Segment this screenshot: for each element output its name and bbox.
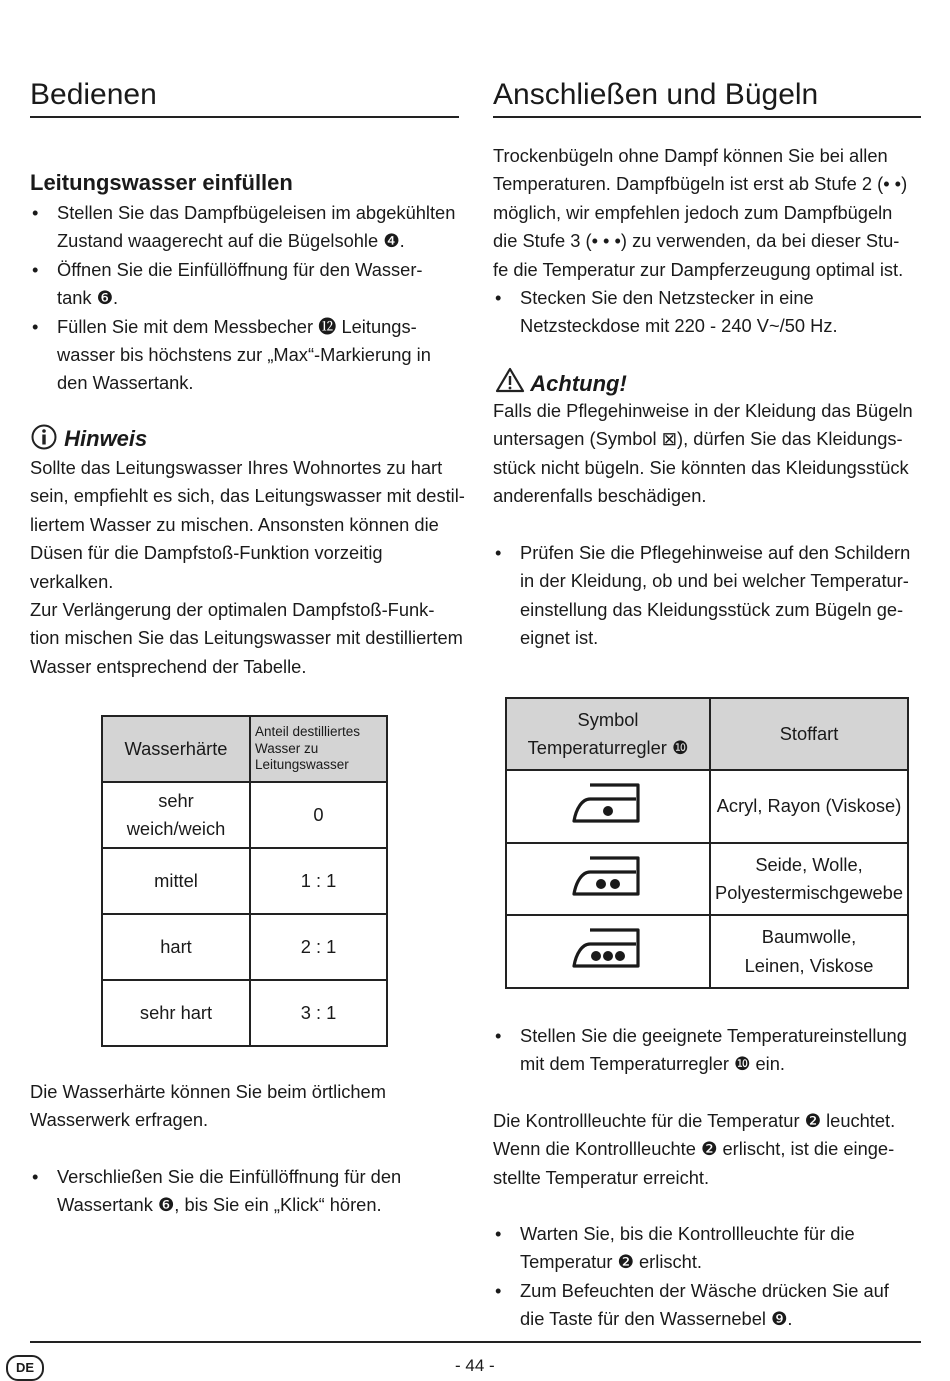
iron-1-dot-icon bbox=[506, 770, 710, 843]
text-line: Die Wasserhärte können Sie beim örtlichem bbox=[30, 1081, 386, 1102]
bullet-item bbox=[30, 1163, 401, 1220]
bullet-item bbox=[493, 539, 910, 653]
text-line: die Taste für den Wassernebel ❾. bbox=[520, 1308, 793, 1330]
text-line: wasser bis höchstens zur „Max“-Markierung in bbox=[57, 344, 431, 366]
temperature-table bbox=[505, 697, 909, 989]
text-line: Die Kontrollleuchte für die Temperatur ❷ leuchtet. bbox=[493, 1110, 896, 1131]
header-cell: Symbol Temperaturregler ❿ bbox=[506, 698, 710, 770]
bullet-icon: • bbox=[495, 1223, 502, 1244]
text-line: Trockenbügeln ohne Dampf können Sie bei allen bbox=[493, 145, 888, 166]
text-line: untersagen (Symbol ⊠), dürfen Sie das Kleidungs- bbox=[493, 428, 903, 450]
table-cell: mittel bbox=[102, 848, 250, 914]
text-line: Prüfen Sie die Pflegehinweise auf den Schildern bbox=[520, 542, 911, 563]
text-line: Öffnen Sie die Einfüllöffnung für den Wasser- bbox=[57, 258, 423, 280]
bullet-icon: • bbox=[32, 1166, 39, 1187]
text-line: tion mischen Sie das Leitungswasser mit destilliertem bbox=[30, 627, 463, 649]
header-cell: Anteil destilliertes Wasser zu Leitungswasser bbox=[250, 716, 387, 782]
indicator-text bbox=[493, 1107, 895, 1192]
text-line: Stellen Sie das Dampfbügeleisen im abgekühlten bbox=[57, 202, 456, 223]
text-line: stück nicht bügeln. Sie könnten das Kleidungsstück bbox=[493, 456, 909, 478]
bullet-item bbox=[493, 1022, 907, 1079]
text-line: die Stufe 3 (• • •) zu verwenden, da bei dieser Stu- bbox=[493, 230, 900, 252]
text-line: Wenn die Kontrollleuchte ❷ erlischt, ist die einge- bbox=[493, 1138, 895, 1160]
water-hardness-table bbox=[101, 715, 388, 1047]
text-line: Warten Sie, bis die Kontrollleuchte für die bbox=[520, 1223, 855, 1244]
text-line: in der Kleidung, ob und bei welcher Temperatur- bbox=[520, 570, 909, 592]
bullet-list bbox=[493, 1022, 907, 1079]
text-line: Stellen Sie die geeignete Temperatureinstellung bbox=[520, 1025, 907, 1046]
bullet-list bbox=[493, 1220, 889, 1334]
bullet-item bbox=[493, 1220, 889, 1277]
table-row bbox=[506, 843, 908, 915]
table-cell: 3 : 1 bbox=[250, 980, 387, 1046]
warning-title: Achtung! bbox=[530, 371, 627, 396]
text-line: Temperaturen. Dampfbügeln ist erst ab Stufe 2 (• •) bbox=[493, 173, 908, 195]
bullet-item bbox=[30, 313, 455, 398]
bullet-icon: • bbox=[495, 542, 502, 563]
text-line: Sollte das Leitungswasser Ihres Wohnortes zu hart bbox=[30, 457, 443, 478]
text-line: Zur Verlängerung der optimalen Dampfstoß-Funk- bbox=[30, 599, 435, 621]
language-badge: DE bbox=[6, 1355, 44, 1381]
text-line: möglich, wir empfehlen jedoch zum Dampfbügeln bbox=[493, 201, 893, 223]
text-line: liertem Wasser zu mischen. Ansonsten können die bbox=[30, 513, 439, 535]
text-line: sein, empfiehlt es sich, das Leitungswasser mit destil- bbox=[30, 485, 465, 507]
text-line: verkalken. bbox=[30, 570, 114, 592]
text-line: den Wassertank. bbox=[57, 372, 194, 394]
text-line: Wasser entsprechend der Tabelle. bbox=[30, 655, 307, 677]
warning-heading bbox=[495, 367, 627, 398]
text-line: mit dem Temperaturregler ❿ ein. bbox=[520, 1053, 785, 1075]
bullet-item bbox=[30, 256, 455, 313]
bullet-icon: • bbox=[32, 315, 39, 337]
bullet-icon: • bbox=[32, 258, 39, 280]
text-line: Verschließen Sie die Einfüllöffnung für den bbox=[57, 1166, 402, 1187]
table-cell: Acryl, Rayon (Viskose) bbox=[710, 770, 908, 843]
hint-heading bbox=[30, 423, 147, 453]
text-line: Zustand waagerecht auf die Bügelsohle ❹. bbox=[57, 230, 405, 252]
header-cell: Wasserhärte bbox=[102, 716, 250, 782]
text-line: Düsen für die Dampfstoß-Funktion vorzeitig bbox=[30, 542, 383, 564]
warning-text bbox=[493, 397, 913, 511]
bullet-item bbox=[493, 1277, 889, 1334]
bullet-icon: • bbox=[495, 1279, 502, 1301]
title-divider bbox=[30, 116, 459, 118]
text-line: Zum Befeuchten der Wäsche drücken Sie auf bbox=[520, 1279, 889, 1301]
text-line: Netzsteckdose mit 220 - 240 V~/50 Hz. bbox=[520, 315, 838, 337]
hint-text bbox=[30, 454, 465, 681]
title-divider bbox=[493, 116, 921, 118]
iron-2-dots-icon bbox=[506, 843, 710, 915]
bullet-list bbox=[493, 284, 838, 341]
text-line: Stecken Sie den Netzstecker in eine bbox=[520, 287, 814, 308]
table-row bbox=[102, 782, 387, 848]
table-cell: 1 : 1 bbox=[250, 848, 387, 914]
text-line: Temperatur ❷ erlischt. bbox=[520, 1251, 702, 1273]
table-cell: Baumwolle, Leinen, Viskose bbox=[710, 915, 908, 988]
footer-divider bbox=[30, 1341, 921, 1343]
info-icon bbox=[30, 423, 58, 451]
bullet-list bbox=[30, 1163, 401, 1220]
text-line: anderenfalls beschädigen. bbox=[493, 485, 707, 507]
text-line: fe die Temperatur zur Dampferzeugung optimal ist. bbox=[493, 258, 904, 280]
bullet-list bbox=[30, 199, 455, 398]
table-row bbox=[102, 914, 387, 980]
warning-icon bbox=[495, 367, 525, 393]
intro-text bbox=[493, 142, 907, 284]
bullet-icon: • bbox=[495, 287, 502, 308]
hardness-note bbox=[30, 1078, 386, 1135]
text-line: tank ❻. bbox=[57, 287, 119, 309]
header-cell: Stoffart bbox=[710, 698, 908, 770]
bullet-icon: • bbox=[32, 202, 39, 223]
table-cell: hart bbox=[102, 914, 250, 980]
bullet-list bbox=[493, 539, 910, 653]
table-cell: sehr hart bbox=[102, 980, 250, 1046]
page-number: - 44 - bbox=[455, 1356, 495, 1375]
bullet-item bbox=[30, 199, 455, 256]
text-line: stellte Temperatur erreicht. bbox=[493, 1166, 710, 1188]
right-page-title: Anschließen und Bügeln bbox=[493, 78, 819, 111]
table-cell: Seide, Wolle, Polyestermischgewebe bbox=[710, 843, 908, 915]
table-row bbox=[102, 848, 387, 914]
table-row bbox=[102, 980, 387, 1046]
text-line: einstellung das Kleidungsstück zum Bügeln ge- bbox=[520, 598, 904, 620]
table-cell: 0 bbox=[250, 782, 387, 848]
table-cell: sehr weich/weich bbox=[102, 782, 250, 848]
iron-3-dots-icon bbox=[506, 915, 710, 988]
bullet-icon: • bbox=[495, 1025, 502, 1046]
table-row bbox=[506, 915, 908, 988]
table-row bbox=[506, 770, 908, 843]
text-line: Wasserwerk erfragen. bbox=[30, 1109, 209, 1131]
text-line: Falls die Pflegehinweise in der Kleidung das Bügeln bbox=[493, 400, 913, 421]
text-line: Füllen Sie mit dem Messbecher ⓬ Leitungs- bbox=[57, 315, 417, 337]
table-cell: 2 : 1 bbox=[250, 914, 387, 980]
text-line: eignet ist. bbox=[520, 627, 599, 649]
hint-title: Hinweis bbox=[64, 426, 148, 451]
left-page-title: Bedienen bbox=[30, 78, 157, 111]
section-title: Leitungswasser einfüllen bbox=[30, 170, 293, 195]
bullet-item bbox=[493, 284, 838, 341]
text-line: Wassertank ❻, bis Sie ein „Klick“ hören. bbox=[57, 1194, 382, 1216]
